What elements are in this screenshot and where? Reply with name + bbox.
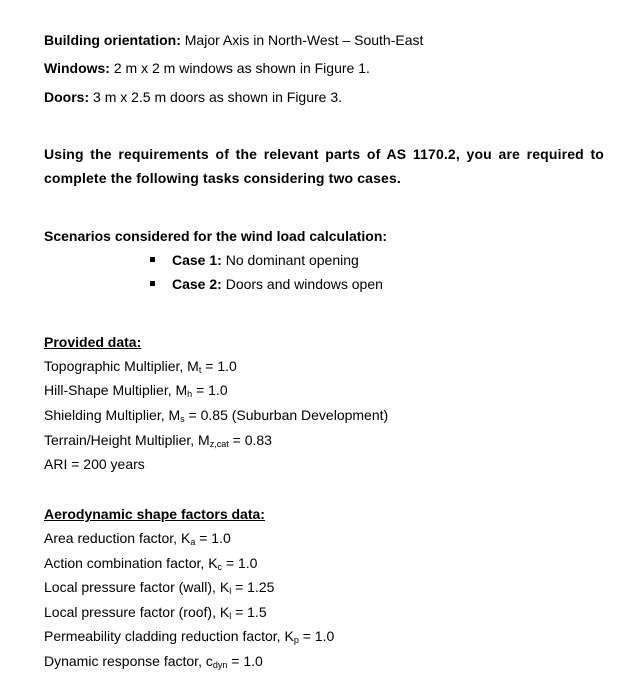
item-name: Hill-Shape Multiplier, M [44,382,188,398]
doors-value: 3 m x 2.5 m doors as shown in Figure 3. [89,89,343,105]
item-value: = 1.0 [222,555,258,571]
item-subscript: t [198,365,202,375]
aero-item [44,652,263,670]
item-name: Area reduction factor, K [44,530,191,546]
item-value: = 1.0 [195,530,231,546]
orientation-line [44,31,423,49]
item-name: Topographic Multiplier, M [44,358,199,374]
item-value: = 1.0 [298,628,335,644]
provided-item [44,357,237,375]
item-name: Permeability cladding reduction factor, K [44,628,294,644]
item-value: = 0.85 (Suburban Development) [184,407,389,423]
item-subscript: l [229,586,232,596]
case-label: Case 1: [172,252,222,268]
windows-label: Windows: [44,60,110,76]
item-subscript: h [187,389,193,399]
provided-item [44,381,228,399]
instructions-paragraph: Using the requirements of the relevant parts of AS 1170.2, you are required to complete the following tasks considering two cases. [44,146,604,186]
item-value: = 1.0 [227,653,263,669]
windows-value: 2 m x 2 m windows as shown in Figure 1. [109,60,370,76]
item-subscript: dyn [212,660,228,670]
item-name: Action combination factor, K [44,555,218,571]
doors-label: Doors: [44,89,90,105]
bullet-icon [150,257,155,262]
item-name: Local pressure factor (wall), K [44,579,230,595]
windows-line [44,59,370,77]
orientation-label: Building orientation: [44,32,181,48]
item-value: = 1.5 [231,604,267,620]
item-subscript: l [229,611,232,621]
item-subscript: z,cat [209,439,229,449]
item-subscript: c [217,562,223,572]
provided-data-heading: Provided data: [44,334,142,350]
aero-item [44,578,274,596]
item-name: Dynamic response factor, c [44,653,213,669]
item-value: = 1.0 [192,382,228,398]
item-name: Shielding Multiplier, M [44,407,181,423]
item-subscript: a [190,537,196,547]
aero-item [44,529,231,547]
orientation-value: Major Axis in North-West – South-East [180,32,424,48]
case-text: No dominant opening [221,252,359,268]
provided-item [44,431,272,449]
item-name: ARI = 200 years [44,456,145,472]
provided-item [44,455,145,473]
item-subscript: p [293,635,299,645]
aero-item [44,554,257,572]
item-name: Local pressure factor (roof), K [44,604,230,620]
item-name: Terrain/Height Multiplier, M [44,432,210,448]
doors-line [44,88,342,106]
item-subscript: s [180,414,185,424]
case-1-item [150,251,359,269]
bullet-icon [150,281,155,286]
case-label: Case 2: [172,276,222,292]
aero-data-heading: Aerodynamic shape factors data: [44,506,265,522]
case-text: Doors and windows open [221,276,383,292]
item-value: = 1.25 [231,579,275,595]
case-2-item [150,275,383,293]
provided-item [44,406,388,424]
scenarios-heading: Scenarios considered for the wind load calculation: [44,228,388,244]
item-value: = 1.0 [201,358,237,374]
aero-item [44,603,267,621]
aero-item [44,627,334,645]
item-value: = 0.83 [228,432,272,448]
